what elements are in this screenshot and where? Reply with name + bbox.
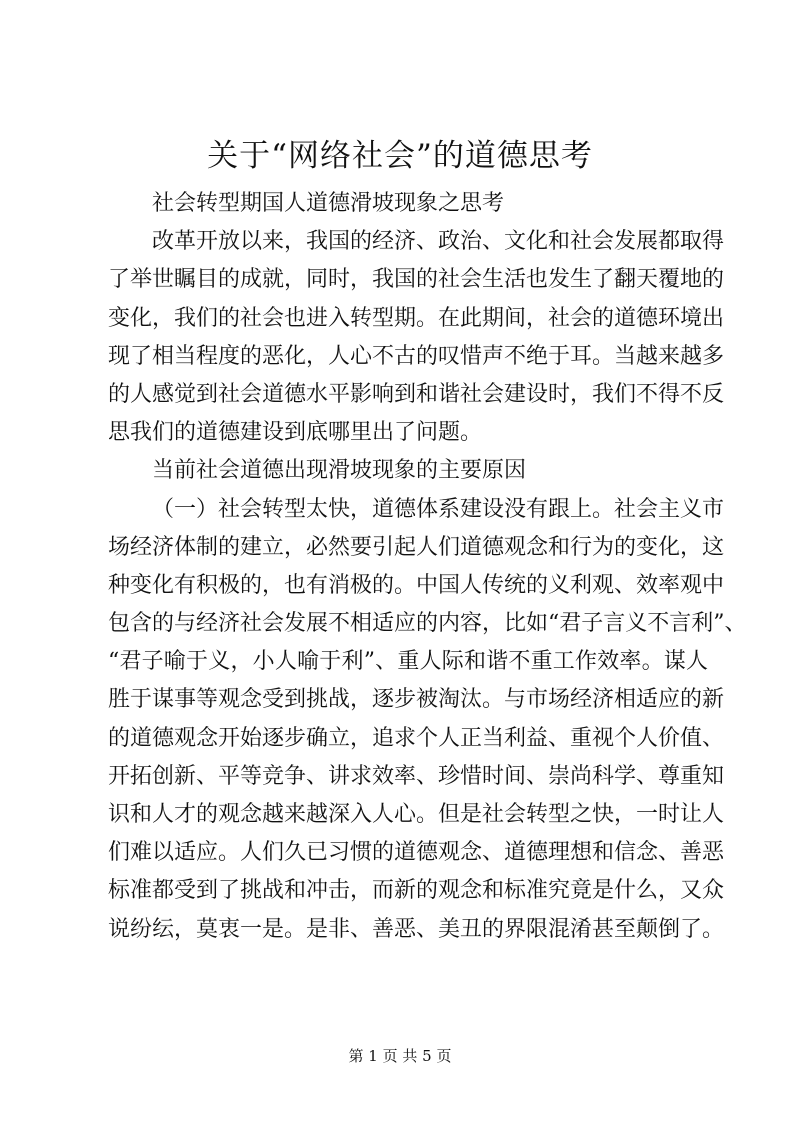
paragraph-line: 说纷纭，莫衷一是。是非、善恶、美丑的界限混淆甚至颠倒了。	[108, 916, 725, 942]
paragraph-line: 的人感觉到社会道德水平影响到和谐社会建设时，我们不得不反	[108, 381, 725, 407]
paragraph-line: 改革开放以来，我国的经济、政治、文化和社会发展都取得	[152, 229, 725, 255]
paragraph-line: 场经济体制的建立，必然要引起人们道德观念和行为的变化，这	[108, 534, 725, 560]
document-title: 关于“网络社会”的道德思考	[207, 138, 593, 174]
paragraph-line: （一）社会转型太快，道德体系建设没有跟上。社会主义市	[152, 496, 725, 522]
paragraph-line: 胜于谋事等观念受到挑战，逐步被淘汰。与市场经济相适应的新	[108, 687, 725, 713]
paragraph-line: 开拓创新、平等竞争、讲求效率、珍惜时间、崇尚科学、尊重知	[108, 763, 725, 789]
paragraph-line: 变化，我们的社会也进入转型期。在此期间，社会的道德环境出	[108, 305, 725, 331]
paragraph-line: 识和人才的观念越来越深入人心。但是社会转型之快，一时让人	[108, 802, 725, 827]
document-body	[108, 185, 747, 949]
paragraph-line: “君子喻于义，小人喻于利”、重人际和谐不重工作效率。谋人	[108, 649, 708, 675]
paragraph-line: 标准都受到了挑战和冲击，而新的观念和标准究竟是什么，又众	[108, 878, 725, 904]
section-heading: 当前社会道德出现滑坡现象的主要原因	[152, 458, 527, 484]
paragraph-line: 包含的与经济社会发展不相适应的内容，比如“君子言义不言利”、	[108, 611, 747, 637]
page-footer: 第 1 页 共 5 页	[348, 1047, 452, 1065]
paragraph-line: 种变化有积极的，也有消极的。中国人传统的义利观、效率观中	[108, 572, 725, 598]
paragraph-line: 了举世瞩目的成就，同时，我国的社会生活也发生了翻天覆地的	[108, 267, 725, 293]
subtitle-line: 社会转型期国人道德滑坡现象之思考	[152, 191, 505, 216]
paragraph-line: 们难以适应。人们久已习惯的道德观念、道德理想和信念、善恶	[108, 840, 725, 866]
paragraph-line: 思我们的道德建设到底哪里出了问题。	[108, 420, 483, 446]
paragraph-line: 现了相当程度的恶化，人心不古的叹惜声不绝于耳。当越来越多	[108, 343, 725, 369]
paragraph-line: 的道德观念开始逐步确立，追求个人正当利益、重视个人价值、	[108, 725, 725, 751]
